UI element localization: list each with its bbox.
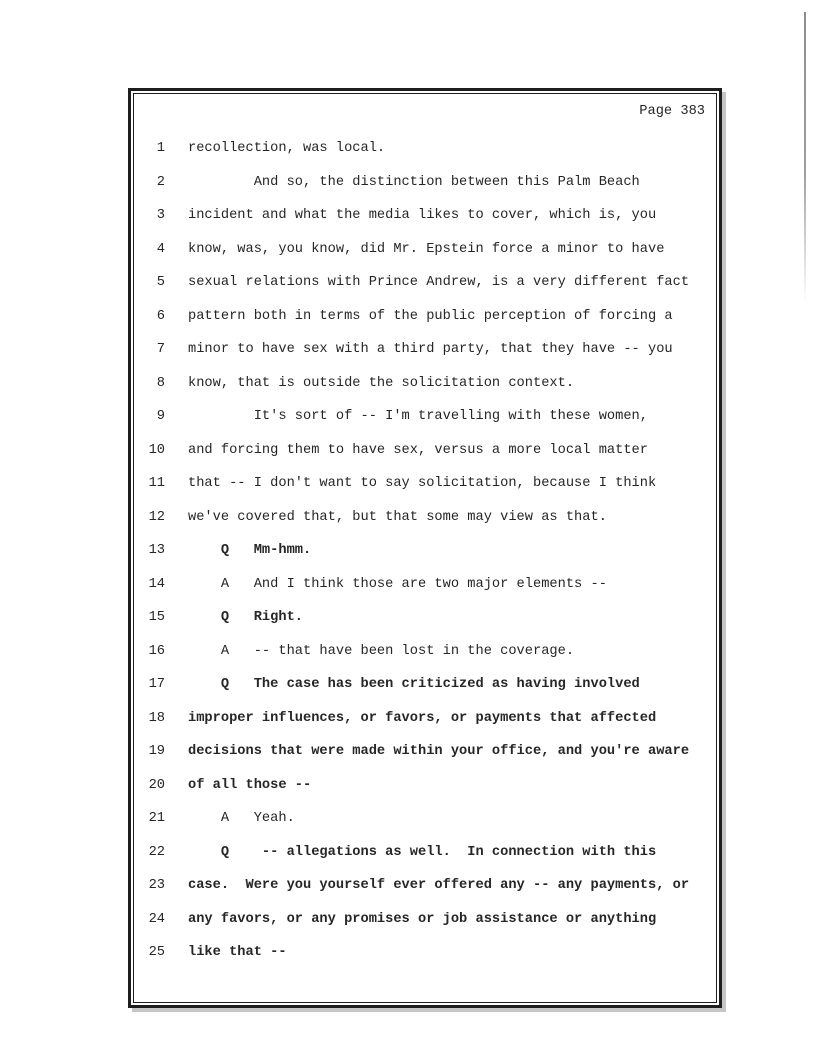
transcript-line [134, 778, 716, 812]
transcript-line [134, 141, 716, 175]
line-number: 12 [148, 509, 165, 525]
line-number: 8 [156, 375, 165, 391]
line-text: minor to have sex with a third party, that they have -- you [188, 342, 673, 357]
transcript-line [134, 342, 716, 376]
line-text: of all those -- [188, 777, 312, 793]
transcript-line [134, 175, 716, 209]
transcript-line [134, 242, 716, 276]
transcript-page-frame [128, 88, 722, 1008]
line-number: 25 [148, 945, 165, 960]
transcript-line [134, 376, 716, 410]
transcript-line [134, 443, 716, 477]
line-number: 17 [148, 677, 165, 692]
line-text: Q Mm-hmm. [188, 543, 312, 558]
transcript-line [134, 811, 716, 845]
line-text: Q The case has been criticized as having involved [188, 677, 640, 692]
line-text: like that -- [188, 945, 287, 960]
transcript-line [134, 644, 716, 678]
line-text: improper influences, or favors, or payments that affected [188, 710, 657, 726]
line-number: 19 [148, 744, 165, 759]
line-number: 5 [156, 275, 165, 290]
line-number: 21 [148, 811, 165, 826]
transcript-line [134, 677, 716, 711]
line-text: And so, the distinction between this Palm Beach [188, 174, 640, 190]
scan-artifact-line [804, 12, 806, 304]
line-number: 20 [148, 777, 165, 793]
transcript-line [134, 409, 716, 443]
transcript-line [134, 543, 716, 577]
transcript-line [134, 945, 716, 979]
transcript-line [134, 878, 716, 912]
line-text: incident and what the media likes to cover, which is, you [188, 208, 657, 223]
line-number: 7 [156, 342, 165, 357]
line-text: recollection, was local. [188, 141, 386, 156]
line-text: A Yeah. [188, 811, 295, 826]
line-number: 1 [156, 141, 165, 156]
line-text: and forcing them to have sex, versus a more local matter [188, 442, 648, 458]
line-number: 16 [148, 643, 165, 659]
line-number: 10 [148, 442, 165, 458]
line-text: know, was, you know, did Mr. Epstein force a minor to have [188, 241, 665, 257]
transcript-line [134, 744, 716, 778]
transcript-line [134, 510, 716, 544]
line-number: 3 [156, 208, 165, 223]
line-text: Q Right. [188, 610, 303, 625]
transcript-line [134, 275, 716, 309]
transcript-line [134, 476, 716, 510]
line-number: 13 [148, 543, 165, 558]
line-text: A -- that have been lost in the coverage. [188, 643, 575, 659]
line-text: case. Were you yourself ever offered any -- any payments, or [188, 878, 690, 893]
line-number: 23 [148, 878, 165, 893]
transcript-line [134, 577, 716, 611]
transcript-line [134, 610, 716, 644]
transcript-line [134, 711, 716, 745]
transcript-line [134, 208, 716, 242]
line-number: 22 [148, 844, 165, 860]
line-text: we've covered that, but that some may view as that. [188, 509, 607, 525]
line-number: 15 [148, 610, 165, 625]
transcript-line [134, 845, 716, 879]
line-text: Q -- allegations as well. In connection with this [188, 844, 657, 860]
line-number: 11 [148, 476, 165, 491]
page-number-label: Page 383 [639, 104, 705, 119]
line-text: any favors, or any promises or job assistance or anything [188, 911, 657, 927]
transcript-lines [134, 141, 716, 979]
transcript-line [134, 912, 716, 946]
line-text: A And I think those are two major elements -- [188, 576, 607, 592]
line-text: know, that is outside the solicitation context. [188, 375, 575, 391]
transcript-line [134, 309, 716, 343]
transcript-page-inner-border [133, 93, 717, 1003]
line-text: that -- I don't want to say solicitation, because I think [188, 476, 657, 491]
line-number: 6 [156, 308, 165, 324]
line-number: 14 [148, 576, 165, 592]
line-number: 24 [148, 911, 165, 927]
line-number: 18 [148, 710, 165, 726]
line-text: decisions that were made within your office, and you're aware [188, 744, 690, 759]
line-text: pattern both in terms of the public perception of forcing a [188, 308, 673, 324]
line-number: 9 [156, 409, 165, 424]
line-text: It's sort of -- I'm travelling with these women, [188, 409, 648, 424]
line-text: sexual relations with Prince Andrew, is a very different fact [188, 275, 690, 290]
line-number: 2 [156, 174, 165, 190]
line-number: 4 [156, 241, 165, 257]
